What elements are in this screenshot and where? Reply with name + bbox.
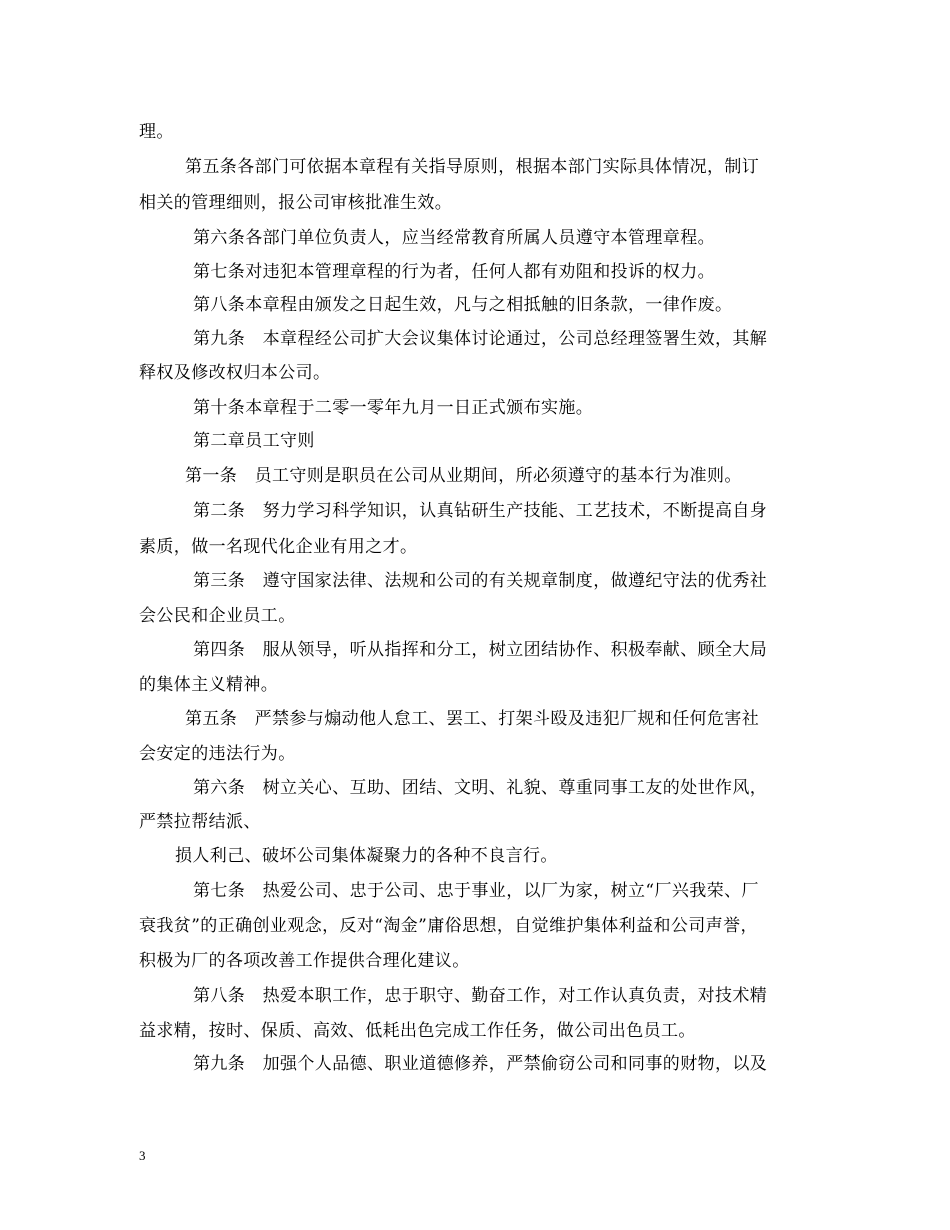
text-line: 第六条 树立关心、互助、团结、文明、礼貌、尊重同事工友的处世作风， [193, 778, 768, 798]
text-line: 第五条各部门可依据本章程有关指导原则，根据本部门实际具体情况，制订 [185, 157, 760, 177]
text-line: 第七条对违犯本管理章程的行为者，任何人都有劝阻和投诉的权力。 [193, 262, 715, 282]
text-line: 会公民和企业员工。 [139, 606, 296, 626]
text-line: 损人利己、破坏公司集体凝聚力的各种不良言行。 [175, 846, 558, 866]
text-line: 相关的管理细则，报公司审核批准生效。 [139, 193, 453, 213]
text-line: 衰我贫”的正确创业观念，反对“淘金”庸俗思想，自觉维护集体利益和公司声誉， [139, 916, 758, 936]
text-line: 第二条 努力学习科学知识，认真钻研生产技能、工艺技术，不断提高自身 [193, 501, 768, 521]
text-line: 第九条 加强个人品德、职业道德修养，严禁偷窃公司和同事的财物，以及 [193, 1054, 768, 1074]
text-line: 第五条 严禁参与煽动他人怠工、罢工、打架斗殴及违犯厂规和任何危害社 [185, 709, 760, 729]
text-line: 严禁拉帮结派、 [139, 812, 261, 832]
text-line: 素质，做一名现代化企业有用之才。 [139, 537, 418, 557]
text-line: 第九条 本章程经公司扩大会议集体讨论通过，公司总经理签署生效，其解 [193, 329, 768, 349]
text-line: 第八条 热爱本职工作，忠于职守、勤奋工作，对工作认真负责，对技术精 [193, 986, 768, 1006]
text-line: 第八条本章程由颁发之日起生效，凡与之相抵触的旧条款，一律作废。 [193, 295, 733, 315]
section-heading: 第二章员工守则 [193, 431, 315, 451]
text-line: 第四条 服从领导，听从指挥和分工，树立团结协作、积极奉献、顾全大局 [193, 640, 768, 660]
text-line: 第十条本章程于二零一零年九月一日正式颁布实施。 [193, 398, 594, 418]
text-line: 第三条 遵守国家法律、法规和公司的有关规章制度，做遵纪守法的优秀社 [193, 571, 768, 591]
text-line: 会安定的违法行为。 [139, 744, 296, 764]
text-line: 理。 [139, 122, 174, 142]
text-line: 的集体主义精神。 [139, 675, 279, 695]
page-number: 3 [139, 1148, 146, 1163]
text-line: 第七条 热爱公司、忠于公司、忠于事业，以厂为家，树立“厂兴我荣、厂 [193, 881, 759, 901]
text-line: 第六条各部门单位负责人，应当经常教育所属人员遵守本管理章程。 [193, 228, 715, 248]
text-line: 释权及修改权归本公司。 [139, 363, 331, 383]
text-line: 第一条 员工守则是职员在公司从业期间，所必须遵守的基本行为准则。 [185, 466, 742, 486]
text-line: 积极为厂的各项改善工作提供合理化建议。 [139, 951, 470, 971]
text-line: 益求精，按时、保质、高效、低耗出色完成工作任务，做公司出色员工。 [139, 1021, 696, 1041]
